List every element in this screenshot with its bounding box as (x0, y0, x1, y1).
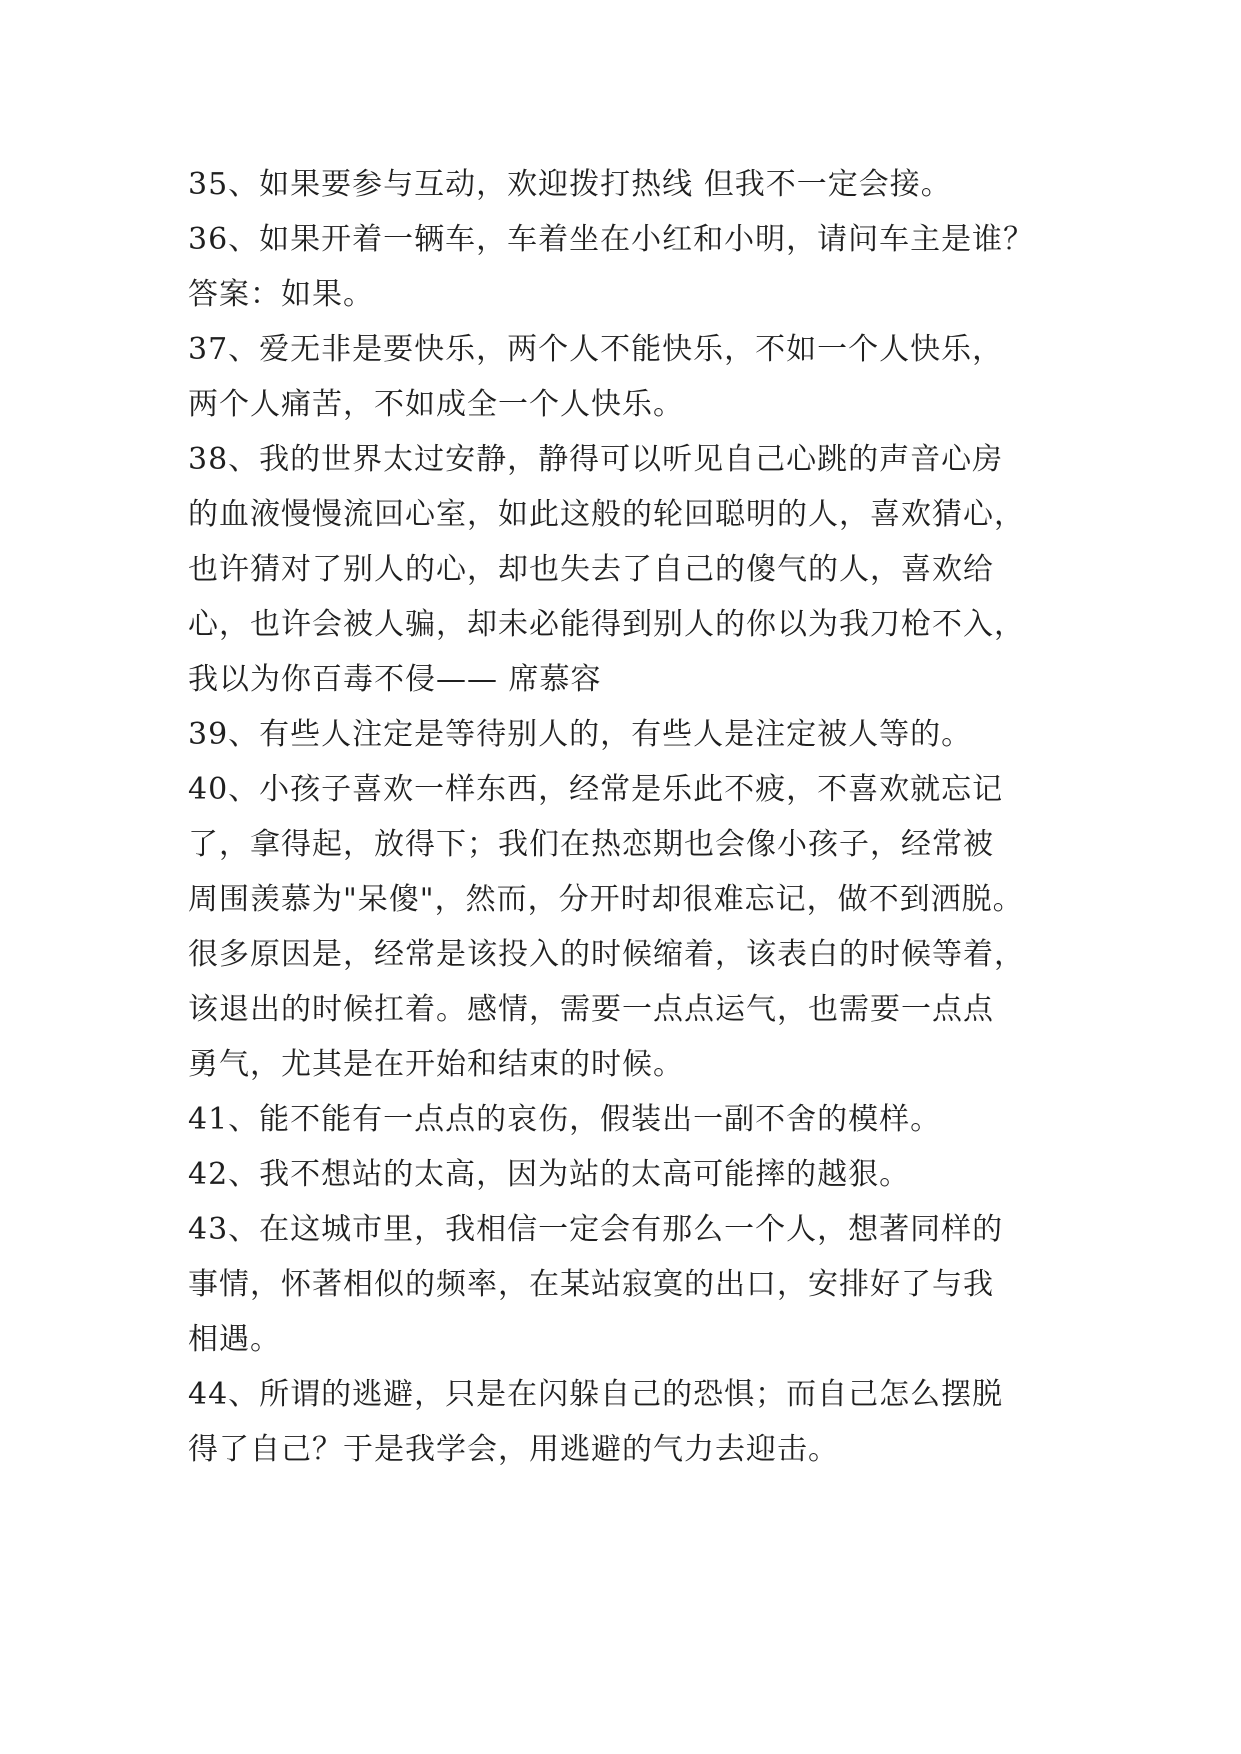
text-line: 42、我不想站的太高，因为站的太高可能摔的越狠。 (188, 1157, 911, 1192)
text-line: 答案：如果。 (188, 277, 374, 312)
text-line: 40、小孩子喜欢一样东西，经常是乐此不疲，不喜欢就忘记 (188, 772, 1004, 807)
paragraph-42 (188, 1147, 1058, 1202)
paragraph-36 (188, 212, 1058, 322)
text-line: 两个人痛苦，不如成全一个人快乐。 (188, 387, 684, 422)
text-line: 得了自己？于是我学会，用逃避的气力去迎击。 (188, 1432, 839, 1467)
paragraph-39 (188, 707, 1058, 762)
text-line: 了，拿得起，放得下；我们在热恋期也会像小孩子，经常被 (188, 827, 994, 862)
paragraph-35 (188, 157, 1058, 212)
text-line: 43、在这城市里，我相信一定会有那么一个人，想著同样的 (188, 1212, 1004, 1247)
text-line: 事情，怀著相似的频率，在某站寂寞的出口，安排好了与我 (188, 1267, 994, 1302)
text-line: 35、如果要参与互动，欢迎拨打热线 但我不一定会接。 (188, 167, 952, 202)
text-line: 41、能不能有一点点的哀伤，假装出一副不舍的模样。 (188, 1102, 942, 1137)
text-line: 很多原因是，经常是该投入的时候缩着，该表白的时候等着， (188, 937, 1025, 972)
text-line: 37、爱无非是要快乐，两个人不能快乐，不如一个人快乐， (188, 332, 1004, 367)
text-line: 的血液慢慢流回心室，如此这般的轮回聪明的人，喜欢猜心， (188, 497, 1025, 532)
text-line: 44、所谓的逃避，只是在闪躲自己的恐惧；而自己怎么摆脱 (188, 1377, 1004, 1412)
paragraph-40 (188, 762, 1058, 1092)
text-line: 38、我的世界太过安静，静得可以听见自己心跳的声音心房 (188, 442, 1004, 477)
document-body (188, 157, 1058, 1477)
text-line: 勇气，尤其是在开始和结束的时候。 (188, 1047, 684, 1082)
paragraph-37 (188, 322, 1058, 432)
text-line: 相遇。 (188, 1322, 281, 1357)
paragraph-43 (188, 1202, 1058, 1367)
text-line: 36、如果开着一辆车，车着坐在小红和小明，请问车主是谁？ (188, 222, 1035, 257)
paragraph-44 (188, 1367, 1058, 1477)
paragraph-38 (188, 432, 1058, 707)
text-line: 我以为你百毒不侵—— 席慕容 (188, 662, 602, 697)
paragraph-41 (188, 1092, 1058, 1147)
text-line: 39、有些人注定是等待别人的，有些人是注定被人等的。 (188, 717, 973, 752)
text-line: 周围羡慕为"呆傻"，然而，分开时却很难忘记，做不到洒脱。 (188, 882, 1024, 917)
text-line: 也许猜对了别人的心，却也失去了自己的傻气的人，喜欢给 (188, 552, 994, 587)
text-line: 该退出的时候扛着。感情，需要一点点运气，也需要一点点 (188, 992, 994, 1027)
text-line: 心，也许会被人骗，却未必能得到别人的你以为我刀枪不入， (188, 607, 1025, 642)
